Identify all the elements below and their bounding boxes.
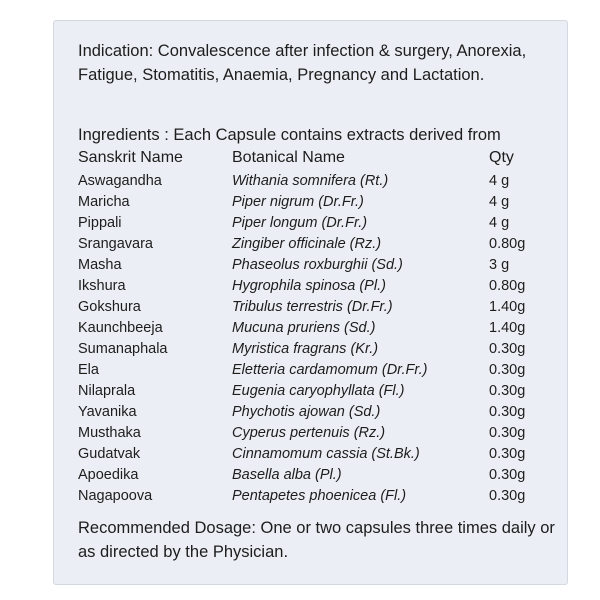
botanical-name: Withania somnifera (Rt.) bbox=[232, 173, 389, 189]
botanical-name: Tribulus terrestris (Dr.Fr.) bbox=[232, 299, 393, 315]
quantity: 3 g bbox=[489, 257, 510, 273]
ingredients-heading: Ingredients : bbox=[78, 126, 169, 144]
table-row bbox=[54, 404, 569, 425]
sanskrit-name: Maricha bbox=[78, 194, 130, 210]
sanskrit-name: Nilaprala bbox=[78, 383, 136, 399]
dosage-heading: Recommended Dosage: bbox=[78, 519, 256, 537]
botanical-name: Piper nigrum (Dr.Fr.) bbox=[232, 194, 364, 210]
table-row bbox=[54, 299, 569, 320]
table-row bbox=[54, 341, 569, 362]
sanskrit-name-header: Sanskrit Name bbox=[78, 149, 183, 166]
table-row bbox=[54, 173, 569, 194]
quantity: 4 g bbox=[489, 194, 510, 210]
botanical-name: Zingiber officinale (Rz.) bbox=[232, 236, 382, 252]
quantity: 1.40g bbox=[489, 299, 526, 315]
quantity: 0.30g bbox=[489, 488, 526, 504]
botanical-name: Piper longum (Dr.Fr.) bbox=[232, 215, 368, 231]
sanskrit-name: Gudatvak bbox=[78, 446, 141, 462]
sanskrit-name: Kaunchbeeja bbox=[78, 320, 163, 336]
quantity: 4 g bbox=[489, 173, 510, 189]
table-row bbox=[54, 215, 569, 236]
sanskrit-name: Masha bbox=[78, 257, 122, 273]
botanical-name: Eugenia caryophyllata (Fl.) bbox=[232, 383, 405, 399]
ingredients-text: Each Capsule contains extracts derived from bbox=[168, 126, 501, 144]
quantity: 0.80g bbox=[489, 236, 526, 252]
botanical-name: Mucuna pruriens (Sd.) bbox=[232, 320, 376, 336]
quantity: 0.30g bbox=[489, 467, 526, 483]
quantity: 4 g bbox=[489, 215, 510, 231]
sanskrit-name: Ela bbox=[78, 362, 99, 378]
indication-text: Convalescence after infection & surgery, Anorexia, Fatigue, Stomatitis, Anaemia, Pregnancy and Lactation. bbox=[78, 42, 527, 84]
sanskrit-name: Yavanika bbox=[78, 404, 137, 420]
botanical-name: Phychotis ajowan (Sd.) bbox=[232, 404, 381, 420]
quantity: 0.80g bbox=[489, 278, 526, 294]
quantity: 0.30g bbox=[489, 404, 526, 420]
quantity: 0.30g bbox=[489, 425, 526, 441]
quantity: 1.40g bbox=[489, 320, 526, 336]
quantity: 0.30g bbox=[489, 383, 526, 399]
sanskrit-name: Pippali bbox=[78, 215, 122, 231]
ingredients-paragraph bbox=[78, 124, 558, 146]
sanskrit-name: Nagapoova bbox=[78, 488, 153, 504]
table-row bbox=[54, 446, 569, 467]
sanskrit-name: Aswagandha bbox=[78, 173, 162, 189]
quantity: 0.30g bbox=[489, 362, 526, 378]
dosage-paragraph bbox=[78, 516, 558, 564]
botanical-name: Hygrophila spinosa (Pl.) bbox=[232, 278, 386, 294]
table-row bbox=[54, 236, 569, 257]
sanskrit-name: Sumanaphala bbox=[78, 341, 168, 357]
quantity: 0.30g bbox=[489, 446, 526, 462]
indication-heading: Indication: bbox=[78, 42, 154, 60]
product-label-panel bbox=[53, 20, 568, 585]
table-row bbox=[54, 467, 569, 488]
sanskrit-name: Gokshura bbox=[78, 299, 141, 315]
botanical-name: Cinnamomum cassia (St.Bk.) bbox=[232, 446, 420, 462]
indication-paragraph bbox=[78, 39, 558, 87]
table-row bbox=[54, 320, 569, 341]
botanical-name: Basella alba (Pl.) bbox=[232, 467, 342, 483]
table-row bbox=[54, 362, 569, 383]
quantity: 0.30g bbox=[489, 341, 526, 357]
table-row bbox=[54, 194, 569, 215]
sanskrit-name: Musthaka bbox=[78, 425, 141, 441]
botanical-name: Eletteria cardamomum (Dr.Fr.) bbox=[232, 362, 428, 378]
table-row bbox=[54, 425, 569, 446]
sanskrit-name: Srangavara bbox=[78, 236, 153, 252]
botanical-name: Pentapetes phoenicea (Fl.) bbox=[232, 488, 407, 504]
dosage-text: One or two capsules three times daily or as directed by the Physician. bbox=[78, 519, 555, 561]
botanical-name-header: Botanical Name bbox=[232, 149, 345, 166]
table-row bbox=[54, 278, 569, 299]
table-row bbox=[54, 383, 569, 404]
botanical-name: Phaseolus roxburghii (Sd.) bbox=[232, 257, 403, 273]
table-row bbox=[54, 488, 569, 509]
botanical-name: Cyperus pertenuis (Rz.) bbox=[232, 425, 386, 441]
botanical-name: Myristica fragrans (Kr.) bbox=[232, 341, 379, 357]
sanskrit-name: Ikshura bbox=[78, 278, 126, 294]
table-row bbox=[54, 257, 569, 278]
qty-header: Qty bbox=[489, 149, 514, 166]
sanskrit-name: Apoedika bbox=[78, 467, 139, 483]
